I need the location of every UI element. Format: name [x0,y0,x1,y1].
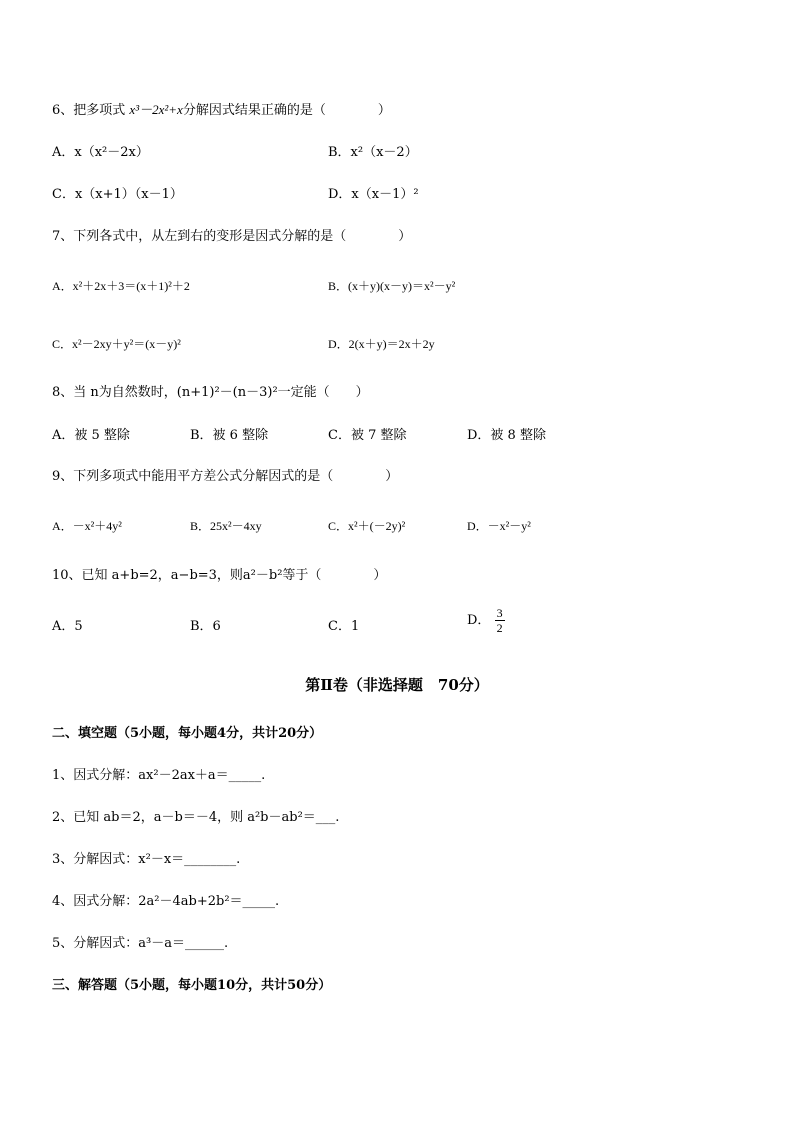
q10-option-a: A．5 [52,619,83,634]
q6-option-a: A．x（x²－2x） [52,145,149,160]
question-10-stem: 10、已知 a+b=2，a−b=3，则a²－b²等于（ ） [52,568,387,583]
q6-option-b: B．x²（x－2） [328,145,418,160]
q8-option-c: C．被 7 整除 [328,428,407,443]
fill-item-1: 1、因式分解：ax²－2ax＋a＝_____. [52,768,266,783]
fill-in-section-header: 二、填空题（5小题，每小题4分，共计20分） [52,726,323,741]
q8-option-b: B．被 6 整除 [190,428,269,443]
solve-section-header: 三、解答题（5小题，每小题10分，共计50分） [52,978,332,993]
q6-expression: x³－2x²+x [129,102,183,117]
q6-suffix: 分解因式结果正确的是（ ） [182,103,391,118]
q8-option-d: D．被 8 整除 [467,428,546,443]
fraction-numerator: 3 [496,606,503,620]
fill-item-4: 4、因式分解：2a²－4ab+2b²＝_____. [52,894,280,909]
q10-option-d-fraction [495,606,505,635]
q10-option-c: C．1 [328,619,360,634]
q7-option-a: A．x²＋2x＋3＝(x＋1)²＋2 [52,279,190,293]
question-9-stem: 9、下列多项式中能用平方差公式分解因式的是（ ） [52,469,399,484]
q9-option-c: C．x²＋(－2y)² [328,519,406,533]
q10-option-d [467,606,505,635]
fill-item-2: 2、已知 ab＝2，a－b＝－4，则 a²b－ab²＝___. [52,810,340,825]
q9-option-a: A．－x²＋4y² [52,519,122,533]
part-2-title: 第Ⅱ卷（非选择题 70分） [305,676,489,694]
fill-item-3: 3、分解因式：x²－x＝________. [52,852,241,867]
question-7-stem: 7、下列各式中，从左到右的变形是因式分解的是（ ） [52,229,412,244]
question-8-stem: 8、当 n为自然数时，(n+1)²－(n－3)²一定能（ ） [52,385,369,400]
q8-option-a: A．被 5 整除 [52,428,130,443]
fill-item-5: 5、分解因式：a³－a＝______. [52,936,229,951]
q7-option-b: B．(x＋y)(x－y)＝x²－y² [328,279,456,293]
q10-option-b: B．6 [190,619,221,634]
q9-option-d: D．－x²－y² [467,519,531,533]
fraction-denominator: 2 [496,621,503,635]
q6-option-d: D．x（x－1）² [328,187,419,202]
q6-prefix: 6、把多项式 [52,103,126,118]
q10-option-d-label: D． [467,613,491,628]
q7-option-c: C．x²－2xy＋y²＝(x－y)² [52,337,181,351]
q6-option-c: C．x（x+1）（x－1） [52,187,183,202]
q9-option-b: B．25x²－4xy [190,519,262,533]
question-6-stem [52,102,391,119]
q7-option-d: D．2(x＋y)＝2x＋2y [328,337,435,351]
